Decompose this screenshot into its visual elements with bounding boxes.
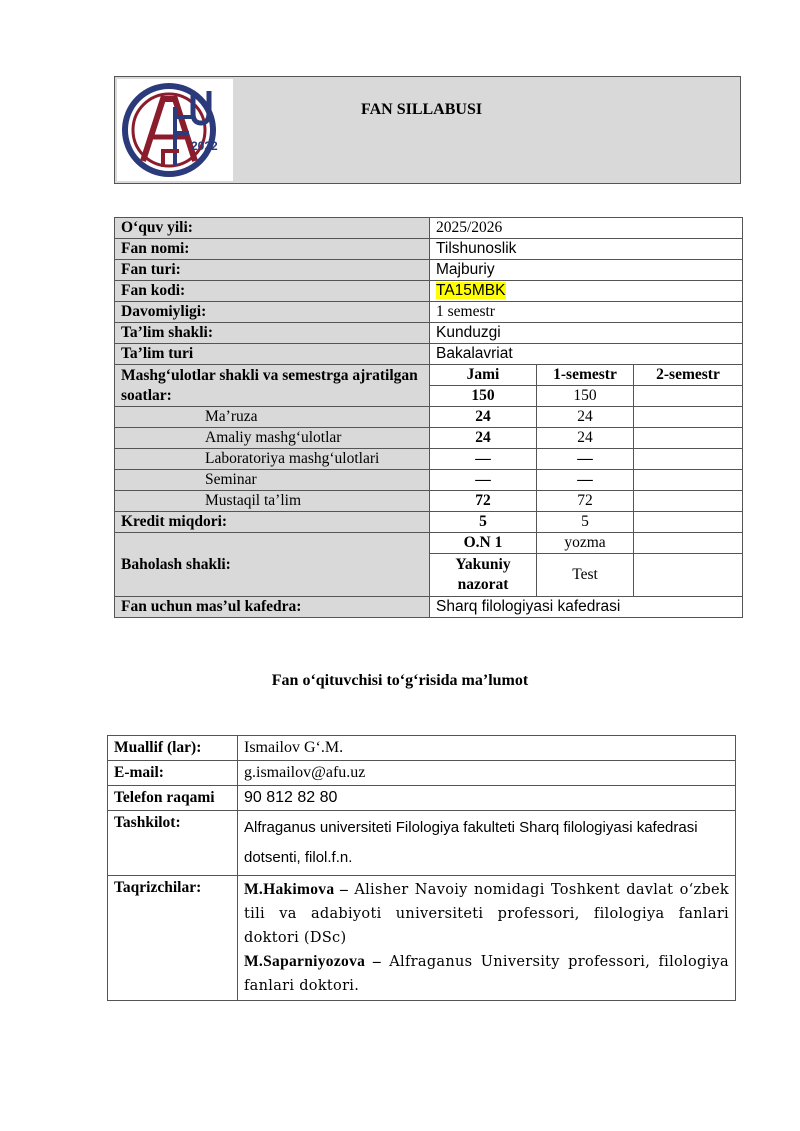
hours-row-sem1: 72 [537,491,634,512]
value-author: Ismailov G‘.M. [238,736,736,761]
value-kafedra: Sharq filologiyasi kafedrasi [430,597,743,618]
value-talim-shakli: Kunduzgi [430,323,743,344]
table-row [108,811,736,876]
reviewer-2-name: M.Saparniyozova – [244,953,381,970]
on1-label: O.N 1 [430,533,537,554]
label-talim-shakli: Ta’lim shakli: [115,323,430,344]
table-row [115,344,743,365]
hours-row-jami: — [430,470,537,491]
value-davomiyligi: 1 semestr [430,302,743,323]
hours-row-sem1: — [537,449,634,470]
table-row [115,281,743,302]
reviewer-2-text: Alfraganus University professori, filologiya fanlari doktori. [244,954,729,994]
on1-sem2 [634,533,743,554]
teacher-section-title: Fan o‘qituvchisi to‘g‘risida ma’lumot [271,672,529,689]
kredit-jami: 5 [430,512,537,533]
reviewer-1 [244,878,729,950]
hours-row-sem2 [634,428,743,449]
table-row [115,449,743,470]
table-row [115,491,743,512]
table-row [115,365,743,386]
on1-value: yozma [537,533,634,554]
hours-row-jami: — [430,449,537,470]
kredit-sem2 [634,512,743,533]
total-jami: 150 [430,386,537,407]
hours-row-jami: 24 [430,407,537,428]
label-reviewers: Taqrizchilar: [108,876,238,1001]
label-davomiyligi: Davomiyligi: [115,302,430,323]
col-header-sem2: 2-semestr [634,365,743,386]
teacher-table [107,735,736,1001]
label-author: Muallif (lar): [108,736,238,761]
syllabus-table [114,217,743,618]
hours-row-sem2 [634,491,743,512]
table-row [115,260,743,281]
label-talim-turi: Ta’lim turi [115,344,430,365]
label-org: Tashkilot: [108,811,238,876]
hours-row-name: Mustaqil ta’lim [115,491,430,512]
hours-row-sem1: 24 [537,407,634,428]
document-title: FAN SILLABUSI [361,101,483,118]
hours-row-jami: 24 [430,428,537,449]
value-fan-nomi: Tilshunoslik [430,239,743,260]
label-fan-kodi: Fan kodi: [115,281,430,302]
table-row [115,239,743,260]
table-row [115,533,743,554]
table-row [115,470,743,491]
total-sem2 [634,386,743,407]
label-phone: Telefon raqami [108,786,238,811]
table-row [115,323,743,344]
table-row [115,428,743,449]
table-row [115,512,743,533]
label-kredit: Kredit miqdori: [115,512,430,533]
hours-row-sem1: 24 [537,428,634,449]
value-org: Alfraganus universiteti Filologiya fakulteti Sharq filologiyasi kafedrasi dotsenti, filol.f.n. [238,811,736,876]
value-fan-turi: Majburiy [430,260,743,281]
yakuniy-value: Test [537,554,634,597]
reviewer-1-name: M.Hakimova – [244,881,349,898]
hours-row-name: Seminar [115,470,430,491]
value-email: g.ismailov@afu.uz [238,761,736,786]
hours-row-name: Laboratoriya mashg‘ulotlari [115,449,430,470]
table-row [115,218,743,239]
total-sem1: 150 [537,386,634,407]
label-fan-turi: Fan turi: [115,260,430,281]
table-row [108,786,736,811]
col-header-jami: Jami [430,365,537,386]
kredit-sem1: 5 [537,512,634,533]
label-email: E-mail: [108,761,238,786]
value-reviewers [238,876,736,1001]
value-talim-turi: Bakalavriat [430,344,743,365]
label-oquv-yili: O‘quv yili: [115,218,430,239]
hours-row-jami: 72 [430,491,537,512]
hours-row-sem2 [634,449,743,470]
header-box [114,76,741,184]
table-row [115,407,743,428]
hours-row-sem1: — [537,470,634,491]
label-hours: Mashg‘ulotlar shakli va semestrga ajratilgan soatlar: [115,365,430,407]
hours-row-name: Amaliy mashg‘ulotlar [115,428,430,449]
label-fan-nomi: Fan nomi: [115,239,430,260]
university-logo [117,79,233,181]
table-row [115,302,743,323]
hours-row-sem2 [634,407,743,428]
reviewer-2 [244,950,729,998]
svg-text:2022: 2022 [191,139,218,153]
logo-graphic [117,79,233,181]
value-fan-kodi: TA15MBK [436,282,506,299]
value-fan-kodi-cell [430,281,743,302]
value-phone: 90 812 82 80 [238,786,736,811]
table-row [115,597,743,618]
value-oquv-yili: 2025/2026 [430,218,743,239]
table-row [108,876,736,1001]
hours-row-name: Ma’ruza [115,407,430,428]
label-baholash: Baholash shakli: [115,533,430,597]
col-header-sem1: 1-semestr [537,365,634,386]
label-kafedra: Fan uchun mas’ul kafedra: [115,597,430,618]
hours-row-sem2 [634,470,743,491]
yakuniy-label: Yakuniy nazorat [430,554,537,597]
table-row [108,761,736,786]
table-row [108,736,736,761]
reviewer-1-text: Alisher Navoiy nomidagi Toshkent davlat o‘zbek tili va adabiyoti universiteti professori, filologiya fanlari doktori (DSc) [244,882,730,946]
yakuniy-sem2 [634,554,743,597]
